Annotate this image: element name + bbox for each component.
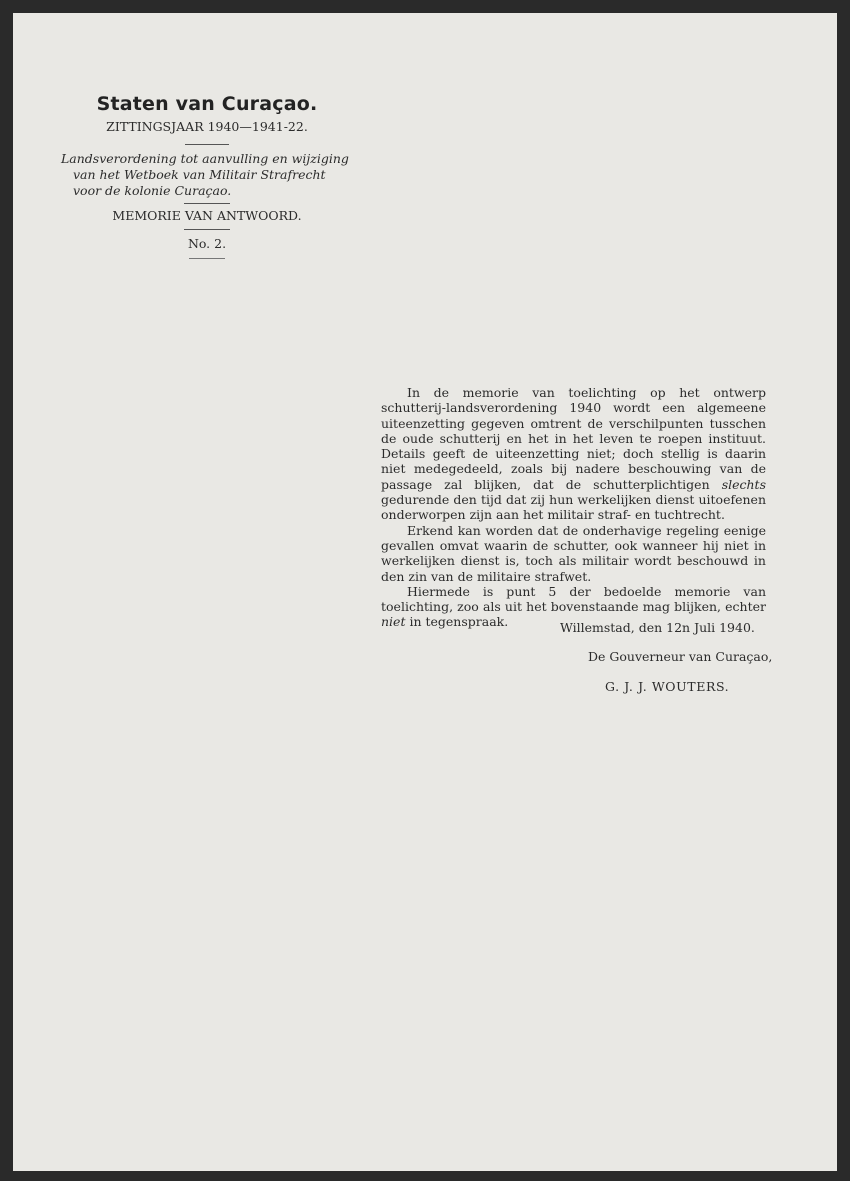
body-paragraph: In de memorie van toelichting op het ontwerp schutterij-landsverordening 1940 wordt een algemeene uiteenzetting gegeven omtrent de verschilpunten tusschen de oude schutterij en het in het leven te roepen instituut. Details geeft de uiteenzetting niet; doch stellig is daarin niet medegedeeld, zoals bij nadere beschouwing van de passage zal blijken, dat de schutterplichtigen slechts gedurende den tijd dat zij hun werkelijken dienst uitoefenen onderworpen zijn aan het militair straf- en tuchtrecht. [381, 385, 766, 523]
divider [184, 203, 230, 204]
divider [185, 144, 229, 145]
emphasis: niet [381, 614, 406, 630]
body-paragraph: Erkend kan worden dat de onderhavige regeling eenige gevallen omvat waarin de schutter, ook wanneer hij niet in werkelijken dienst is, toch als militair wordt beschouwd in den zin van de militaire strafwet. [381, 522, 766, 584]
body-paragraph: Hiermede is punt 5 der bedoelde memorie van toelichting, zoo als uit het bovenstaande mag blijken, echter niet in tegenspraak. [381, 583, 766, 630]
emphasis: slechts [721, 476, 766, 492]
divider [184, 229, 230, 230]
document-page [13, 13, 837, 1171]
memorie-heading: MEMORIE VAN ANTWOORD. [112, 208, 302, 223]
subject-line: voor de kolonie Curaçao. [73, 183, 232, 198]
document-number: No. 2. [187, 236, 227, 251]
subject-line: Landsverordening tot aanvulling en wijziging [61, 151, 349, 166]
document-header [61, 91, 353, 259]
session-year: ZITTINGSJAAR 1940—1941-22. [106, 119, 308, 134]
place-date: Willemstad, den 12n Juli 1940. [560, 620, 755, 635]
ordinance-subject [61, 151, 353, 199]
signatory-function: De Gouverneur van Curaçao, [588, 649, 773, 664]
divider [189, 258, 225, 259]
document-body [381, 385, 766, 630]
document-title: Staten van Curaçao. [96, 93, 318, 115]
subject-line: van het Wetboek van Militair Strafrecht [73, 167, 326, 182]
signature-name: G. J. J. WOUTERS. [605, 679, 730, 694]
